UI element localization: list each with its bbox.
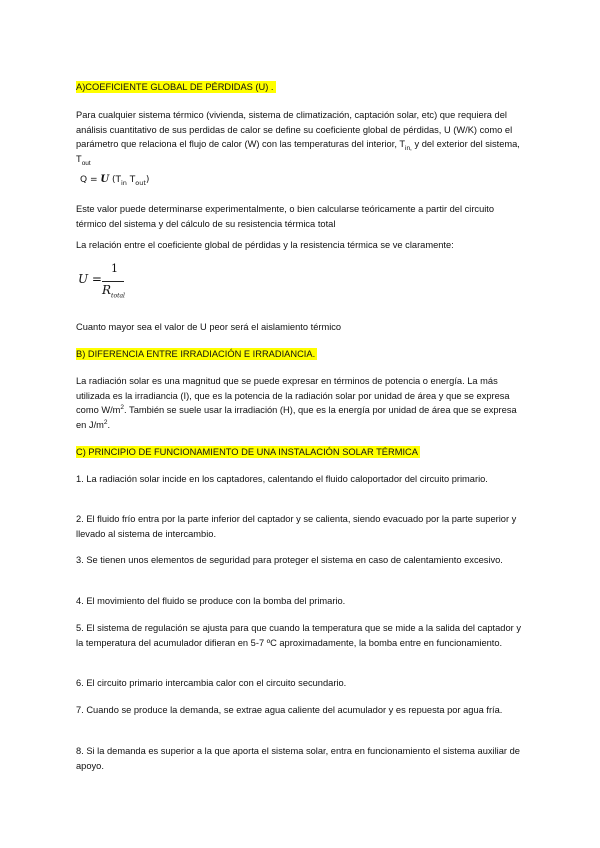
t-in-symbol: T <box>399 139 405 149</box>
heat-flow-equation <box>80 174 149 185</box>
section-a-paragraph-4: Cuanto mayor sea el valor de U peor será el aislamiento térmico <box>76 322 342 332</box>
eq2-den-sub: total <box>111 292 125 300</box>
resistance-equation <box>78 262 138 302</box>
eq1-open: (T <box>109 175 121 185</box>
section-a-paragraph-1 <box>76 108 524 166</box>
section-b-text-1: La radiación solar es una magnitud que se puede expresar en términos de potencia o energía. La más utilizada es la irradiancia (I), que es la potencia de la radiación solar por unidad de área y que se expresa como W/m <box>76 376 510 415</box>
section-a-heading: A)COEFICIENTE GLOBAL DE PÉRDIDAS (U) . <box>76 82 274 92</box>
section-a-paragraph-3: La relación entre el coeficiente global de pérdidas y la resistencia térmica se ve claramente: <box>76 240 454 250</box>
list-item: 7. Cuando se produce la demanda, se extrae agua caliente del acumulador y es repuesta por agua fría. <box>76 705 503 715</box>
t-in-subscript: in, <box>405 144 412 152</box>
list-item: 6. El circuito primario intercambia calor con el circuito secundario. <box>76 678 347 688</box>
section-b-sup-2: 2 <box>103 418 108 426</box>
section-b-heading: B) DIFERENCIA ENTRE IRRADIACIÓN E IRRADIANCIA. <box>76 349 316 359</box>
eq2-lhs: U = <box>78 272 102 286</box>
section-b-text-2: . También se suele usar la irradiación (H), que es la energía por unidad de área que se expresa en J/m <box>76 405 517 430</box>
eq2-den-r: R <box>102 283 112 297</box>
list-item: 1. La radiación solar incide en los captadores, calentando el fluido caloportador del circuito primario. <box>76 474 488 484</box>
section-b-paragraph <box>76 374 524 432</box>
eq1-out-sub: out <box>135 178 146 187</box>
eq2-numerator: 1 <box>111 262 118 275</box>
eq1-in-sub: in <box>120 178 127 187</box>
section-b-text-3: . <box>107 419 111 430</box>
para1-text: Para cualquier sistema térmico (vivienda, sistema de climatización, captación solar, etc) que requiera del análisis cuantitativo de sus perdidas de calor se define su coeficiente global de pérdidas, U (W/K) como el parámetro que relaciona el flujo de calor (W) con las temperaturas del interior, <box>76 110 513 149</box>
eq1-u: U <box>100 174 110 185</box>
eq2-denominator <box>102 283 125 300</box>
eq1-t2: T <box>126 175 136 185</box>
section-b-sup-1: 2 <box>120 403 125 411</box>
t-out-subscript: out <box>81 159 91 167</box>
list-item: 2. El fluido frío entra por la parte inferior del captador y se calienta, siendo evacuado por la parte superior y llevado al sistema de intercambio. <box>76 514 517 539</box>
list-item: 8. Si la demanda es superior a la que aporta el sistema solar, entra en funcionamiento el sistema auxiliar de apoyo. <box>76 746 520 771</box>
eq2-fraction-bar <box>102 281 124 282</box>
eq1-close: ) <box>145 175 150 185</box>
list-item: 5. El sistema de regulación se ajusta para que cuando la temperatura que se mide a la salida del captador y la temperatura del acumulador difieran en 5-7 ºC aproximadamente, la bomba entre en funcionamiento. <box>76 623 521 648</box>
eq1-q: Q = <box>80 175 101 185</box>
list-item: 3. Se tienen unos elementos de seguridad para proteger el sistema en caso de calentamiento excesivo. <box>76 555 503 565</box>
t-out-symbol: T <box>76 153 82 164</box>
section-a-paragraph-2: Este valor puede determinarse experimentalmente, o bien calcularse teóricamente a partir del circuito térmico del sistema y del cálculo de su resistencia térmica total <box>76 204 495 229</box>
list-item: 4. El movimiento del fluido se produce con la bomba del primario. <box>76 596 346 606</box>
para1-mid-text: y del exterior del sistema, <box>411 139 520 149</box>
section-c-heading: C) PRINCIPIO DE FUNCIONAMIENTO DE UNA INSTALACIÓN SOLAR TÉRMICA <box>76 447 418 457</box>
